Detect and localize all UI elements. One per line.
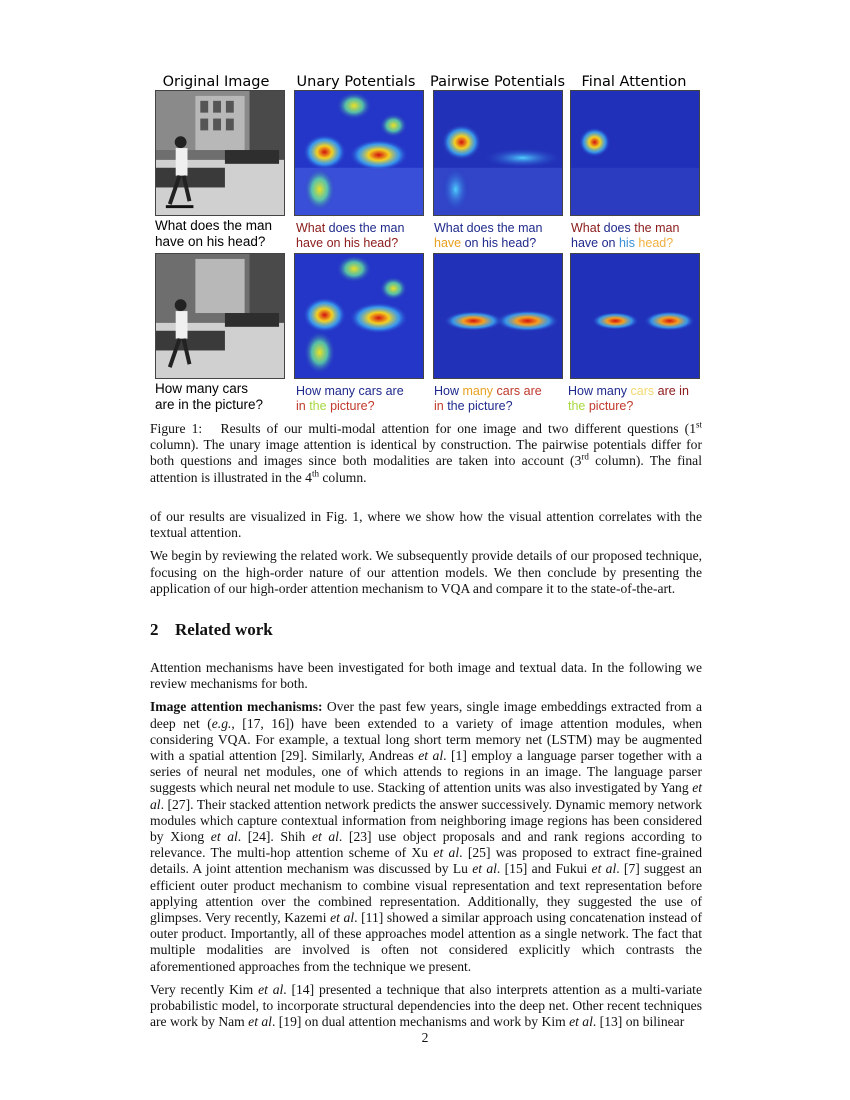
- attention-word: his: [618, 236, 639, 250]
- text-run: et al: [569, 1014, 593, 1030]
- caption-sup: th: [311, 468, 319, 479]
- attention-word: picture?: [588, 399, 634, 413]
- question-line: What does the man: [155, 218, 273, 233]
- page-number: 2: [421, 1030, 429, 1045]
- attention-word: What: [296, 221, 329, 235]
- text-run: . [24]. Shih: [237, 829, 312, 845]
- attention-word: have on his head?: [296, 236, 399, 250]
- question-row2-final: [568, 384, 689, 414]
- text-run: e.g.: [211, 715, 232, 731]
- attention-word: on his head?: [464, 236, 537, 250]
- image-row1-pairwise: [433, 90, 563, 216]
- question-line: [296, 236, 404, 251]
- image-row2-pairwise: [433, 253, 563, 379]
- col-title-original: Original Image: [162, 74, 270, 90]
- question-line: are in the picture?: [155, 397, 264, 412]
- section-title: Related work: [175, 620, 273, 639]
- text-run: et al: [472, 861, 497, 877]
- attention-word: How: [434, 384, 463, 398]
- text-run: et al: [591, 861, 617, 877]
- paragraph: Attention mechanisms have been investigated for both image and textual data. In the following we review mechanisms for both.: [150, 660, 702, 692]
- question-line: have on his head?: [155, 234, 266, 249]
- question-line: [571, 221, 679, 236]
- image-row1-original: [155, 90, 285, 216]
- attention-word: the: [568, 399, 589, 413]
- text-run: et al: [210, 829, 238, 845]
- attention-word: How many cars are: [296, 384, 404, 398]
- text-run: Very recently Kim: [150, 981, 259, 997]
- image-row2-unary: [294, 253, 424, 379]
- section-heading: [150, 620, 273, 640]
- attention-word: head?: [638, 236, 674, 250]
- attention-word: What: [571, 221, 604, 235]
- attention-word: does the man: [328, 221, 405, 235]
- caption-sup: st: [696, 419, 703, 430]
- question-line: [434, 399, 542, 414]
- question-line: [571, 236, 679, 251]
- question-line: [568, 384, 689, 399]
- attention-word: How many: [568, 384, 631, 398]
- text-run: . [23] use object proposals and and rank regions according to relevance. The multi-hop attention scheme of Xu: [150, 829, 702, 861]
- attention-word: cars: [630, 384, 658, 398]
- caption-text: column.: [318, 469, 367, 485]
- question-line: [296, 399, 404, 414]
- text-run: . [14] presented a technique that also interprets attention as a multi-variate probabilistic model, to incorporate structural dependencies into the deep net. Other recent techniques are work by Nam: [150, 981, 702, 1030]
- text-run: . [15] and Fukui: [496, 861, 592, 877]
- attention-word: in: [434, 399, 448, 413]
- text-run: et al: [330, 910, 355, 926]
- question-row2-unary: [296, 384, 404, 414]
- paragraph: of our results are visualized in Fig. 1, where we show how the visual attention correlates with the textual attention.: [150, 509, 702, 541]
- image-row2-final: [570, 253, 700, 379]
- text-run: . [19] on dual attention mechanisms and work by Kim: [271, 1014, 570, 1030]
- text-run: . [13] on bilinear: [592, 1014, 685, 1030]
- text-run: et al: [418, 748, 444, 764]
- paragraph: We begin by reviewing the related work. We subsequently provide details of our proposed technique, focusing on the high-order nature of our attention models. We then conclude by presenting the application of our high-order attention mechanism to VQA and compare it to the state-of-the-art.: [150, 548, 702, 596]
- paragraph-image-attention: [150, 699, 702, 974]
- figure-caption: [150, 421, 702, 486]
- col-title-unary: Unary Potentials: [296, 74, 416, 90]
- question-row1-unary: [296, 221, 404, 251]
- question-row1-final: [571, 221, 679, 251]
- image-row2-original: [155, 253, 285, 379]
- caption-text: column). The final attention is illustrated in the 4: [150, 453, 702, 485]
- attention-word: cars are: [496, 384, 542, 398]
- text-run: et al: [311, 829, 339, 845]
- attention-word: are in: [657, 384, 689, 398]
- intro-text: [150, 509, 702, 604]
- image-row1-unary: [294, 90, 424, 216]
- question-line: [434, 384, 542, 399]
- caption-text: column). The unary image attention is identical by construction. The pairwise potentials differ for both questions and images since both modalities are taken into account (3: [150, 437, 702, 469]
- paragraph-lead: Image attention mechanisms:: [150, 699, 323, 715]
- attention-word: the picture?: [447, 399, 513, 413]
- question-line: [296, 384, 404, 399]
- question-line: How many cars: [155, 381, 249, 396]
- text-run: et al: [258, 981, 284, 997]
- text-run: et al: [433, 845, 460, 861]
- question-line: [296, 221, 404, 236]
- attention-word: have: [434, 236, 465, 250]
- text-run: . [27]. Their stacked attention network predicts the answer successively. Dynamic memory network modules which capture contextual information from neighboring image regions has been considered by Xiong: [150, 796, 702, 845]
- question-row1-pairwise: [434, 221, 542, 251]
- attention-word: in: [296, 399, 310, 413]
- text-run: . [1] employ a language parser together with a series of neural net modules, one of which attends to regions in an image. The language parser suggests which neural net module to use. Stacking of attention units was also investigated by Yang: [150, 748, 702, 796]
- question-row1-original: [155, 218, 272, 250]
- question-line: [434, 236, 542, 251]
- text-run: . [25] was proposed to extract fine-grained details. A joint attention mechanism was discussed by Lu: [150, 845, 702, 877]
- section-number: 2: [150, 620, 159, 639]
- col-title-pairwise: Pairwise Potentials: [430, 74, 566, 90]
- attention-word: picture?: [330, 399, 375, 413]
- attention-word: the man: [634, 221, 680, 235]
- text-run: et al: [150, 780, 702, 812]
- attention-word: does: [603, 221, 635, 235]
- attention-word: have on: [571, 236, 619, 250]
- attention-word: many: [462, 384, 497, 398]
- text-run: Over the past few years, single image embeddings extracted from a deep net (: [150, 699, 702, 731]
- question-line: [434, 221, 542, 236]
- attention-word: the: [309, 399, 331, 413]
- question-row2-pairwise: [434, 384, 542, 414]
- attention-word: What does the man: [434, 221, 543, 235]
- caption-text: Results of our multi-modal attention for one image and two different questions (1: [220, 421, 696, 436]
- col-title-final: Final Attention: [581, 74, 687, 90]
- image-row1-final: [570, 90, 700, 216]
- related-work-text: [150, 660, 702, 1037]
- text-run: et al: [248, 1014, 272, 1030]
- question-row2-original: [155, 381, 263, 413]
- question-line: [568, 399, 689, 414]
- caption-sup: rd: [581, 451, 589, 462]
- text-run: , [17, 16]) have been extended to a variety of image attention modules, when considering VQA. For example, a textual long short term memory net (LSTM) may be augmented with a spatial attention [29]. Similarly, Andreas: [150, 715, 702, 764]
- caption-label: Figure 1:: [150, 421, 203, 436]
- text-run: . [7] suggest an efficient outer product mechanism to combine visual representation and text representation before applying attention over the combined representation. Additionally, they suggested the use of glimpses. Very recently, Kazemi: [150, 861, 702, 926]
- text-run: . [11] showed a similar approach using concatenation instead of outer product. Importantly, all of these approaches model attention as a single network. The fact that multiple modalities are involved is often not considered explicitly which contrasts the aforementioned approaches from the technique we present.: [150, 910, 702, 974]
- paragraph-recent: [150, 982, 702, 1031]
